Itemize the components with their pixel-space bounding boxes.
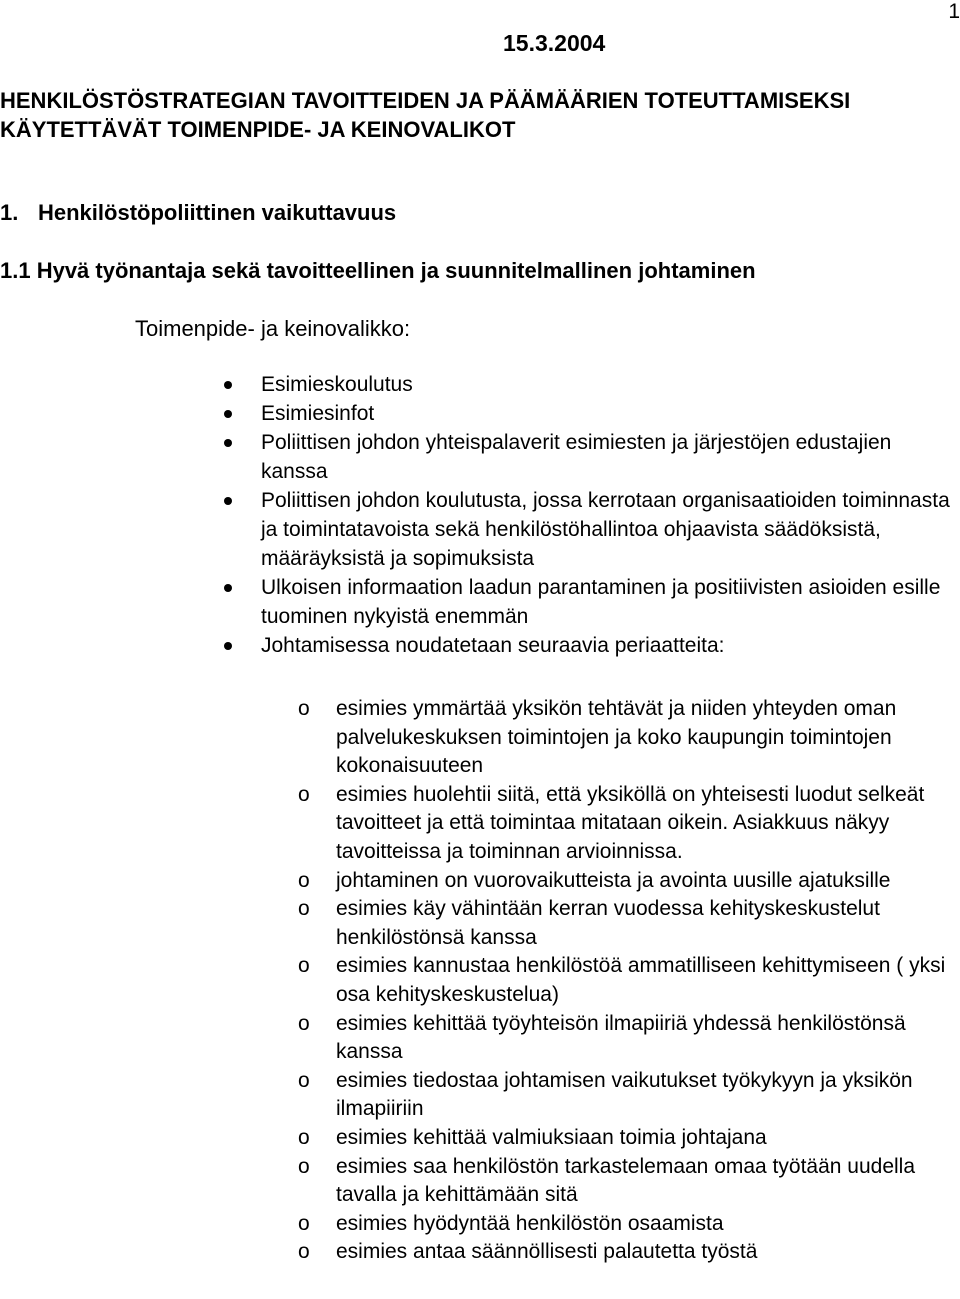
measures-menu-label: Toimenpide- ja keinovalikko: [135,316,411,341]
o-bullet-icon: o [298,954,310,978]
list-item-text: Johtamisessa noudatetaan seuraavia periaatteita: [261,634,725,657]
o-bullet-icon: o [298,697,310,720]
principle-item [298,1067,958,1124]
principle-text: esimies kannustaa henkilöstöä ammatilliseen kehittymiseen ( yksi osa kehityskeskustelua) [336,954,946,1006]
principle-item [298,1124,958,1153]
principle-item [298,1238,958,1267]
o-bullet-icon: o [298,1011,310,1035]
principle-item [298,867,958,896]
principle-text: esimies tiedostaa johtamisen vaikutukset työkykyyn ja yksikön ilmapiiriin [336,1068,913,1121]
o-bullet-icon: o [298,1068,310,1092]
principle-text: esimies hyödyntää henkilöstön osaamista [336,1211,724,1235]
o-bullet-icon: o [298,1240,310,1264]
principle-text: esimies kehittää valmiuksiaan toimia johtajana [336,1125,767,1149]
o-bullet-icon: o [298,782,310,806]
section-heading [0,199,396,227]
section-title: Henkilöstöpoliittinen vaikuttavuus [38,200,397,225]
principle-text: esimies kehittää työyhteisön ilmapiiriä yhdessä henkilöstönsä kanssa [336,1011,906,1064]
principle-item [298,895,958,952]
list-item [220,573,950,631]
list-item [220,370,950,399]
principle-item [298,952,958,1009]
measures-list [220,370,950,660]
bullet-icon [224,410,232,418]
subsection-heading: 1.1 Hyvä työnantaja sekä tavoitteellinen ja suunnitelmallinen johtaminen [0,258,756,283]
bullet-icon [224,642,232,650]
principle-text: esimies käy vähintään kerran vuodessa kehityskeskustelut henkilöstönsä kanssa [336,897,880,949]
list-item-text: Ulkoisen informaation laadun parantaminen ja positiivisten asioiden esille tuominen nykyistä enemmän [261,576,941,628]
o-bullet-icon: o [298,897,310,921]
list-item-text: Poliittisen johdon yhteispalaverit esimiesten ja järjestöjen edustajien kanssa [261,431,892,483]
page-number: 1 [948,0,960,23]
list-item-text: Esimieskoulutus [261,373,413,396]
principle-text: johtaminen on vuorovaikutteista ja avointa uusille ajatuksille [336,868,891,892]
o-bullet-icon: o [298,1211,310,1235]
principle-item [298,695,958,781]
bullet-icon [224,439,232,447]
list-item-text: Esimiesinfot [261,402,375,425]
section-number: 1. [0,200,19,225]
o-bullet-icon: o [298,1154,310,1178]
principle-text: esimies ymmärtää yksikön tehtävät ja niiden yhteyden oman palvelukeskuksen toimintojen ja koko kaupungin toimintojen kokonaisuuteen [336,697,897,778]
bullet-icon [224,497,232,505]
principles-list [298,695,958,1267]
list-item-text: Poliittisen johdon koulutusta, jossa kerrotaan organisaatioiden toiminnasta ja toimintatavoista sekä henkilöstöhallintoa ohjaavista säädöksistä, määräyksistä ja sopimuksista [261,489,950,570]
document-title: HENKILÖSTÖSTRATEGIAN TAVOITTEIDEN JA PÄÄMÄÄRIEN TOTEUTTAMISEKSI KÄYTETTÄVÄT TOIMENPIDE- JA KEINOVALIKOT [0,88,851,142]
list-item [220,631,950,660]
bullet-icon [224,584,232,592]
document-date: 15.3.2004 [503,30,606,56]
o-bullet-icon: o [298,868,310,892]
bullet-icon [224,381,232,389]
principle-item [298,1010,958,1067]
o-bullet-icon: o [298,1125,310,1149]
principle-text: esimies saa henkilöstön tarkastelemaan omaa työtään uudella tavalla ja kehittämään sitä [336,1154,916,1207]
list-item [220,486,950,573]
principle-item [298,1153,958,1210]
list-item [220,399,950,428]
principle-text: esimies huolehtii siitä, että yksiköllä on yhteisesti luodut selkeät tavoitteet ja että toimintaa mitataan oikein. Asiakkuus näkyy tavoitteissa ja toiminnan arvioinnissa. [336,782,925,863]
principle-item [298,1210,958,1239]
principle-text: esimies antaa säännöllisesti palautetta työstä [336,1240,758,1264]
principle-item [298,781,958,867]
list-item [220,428,950,486]
